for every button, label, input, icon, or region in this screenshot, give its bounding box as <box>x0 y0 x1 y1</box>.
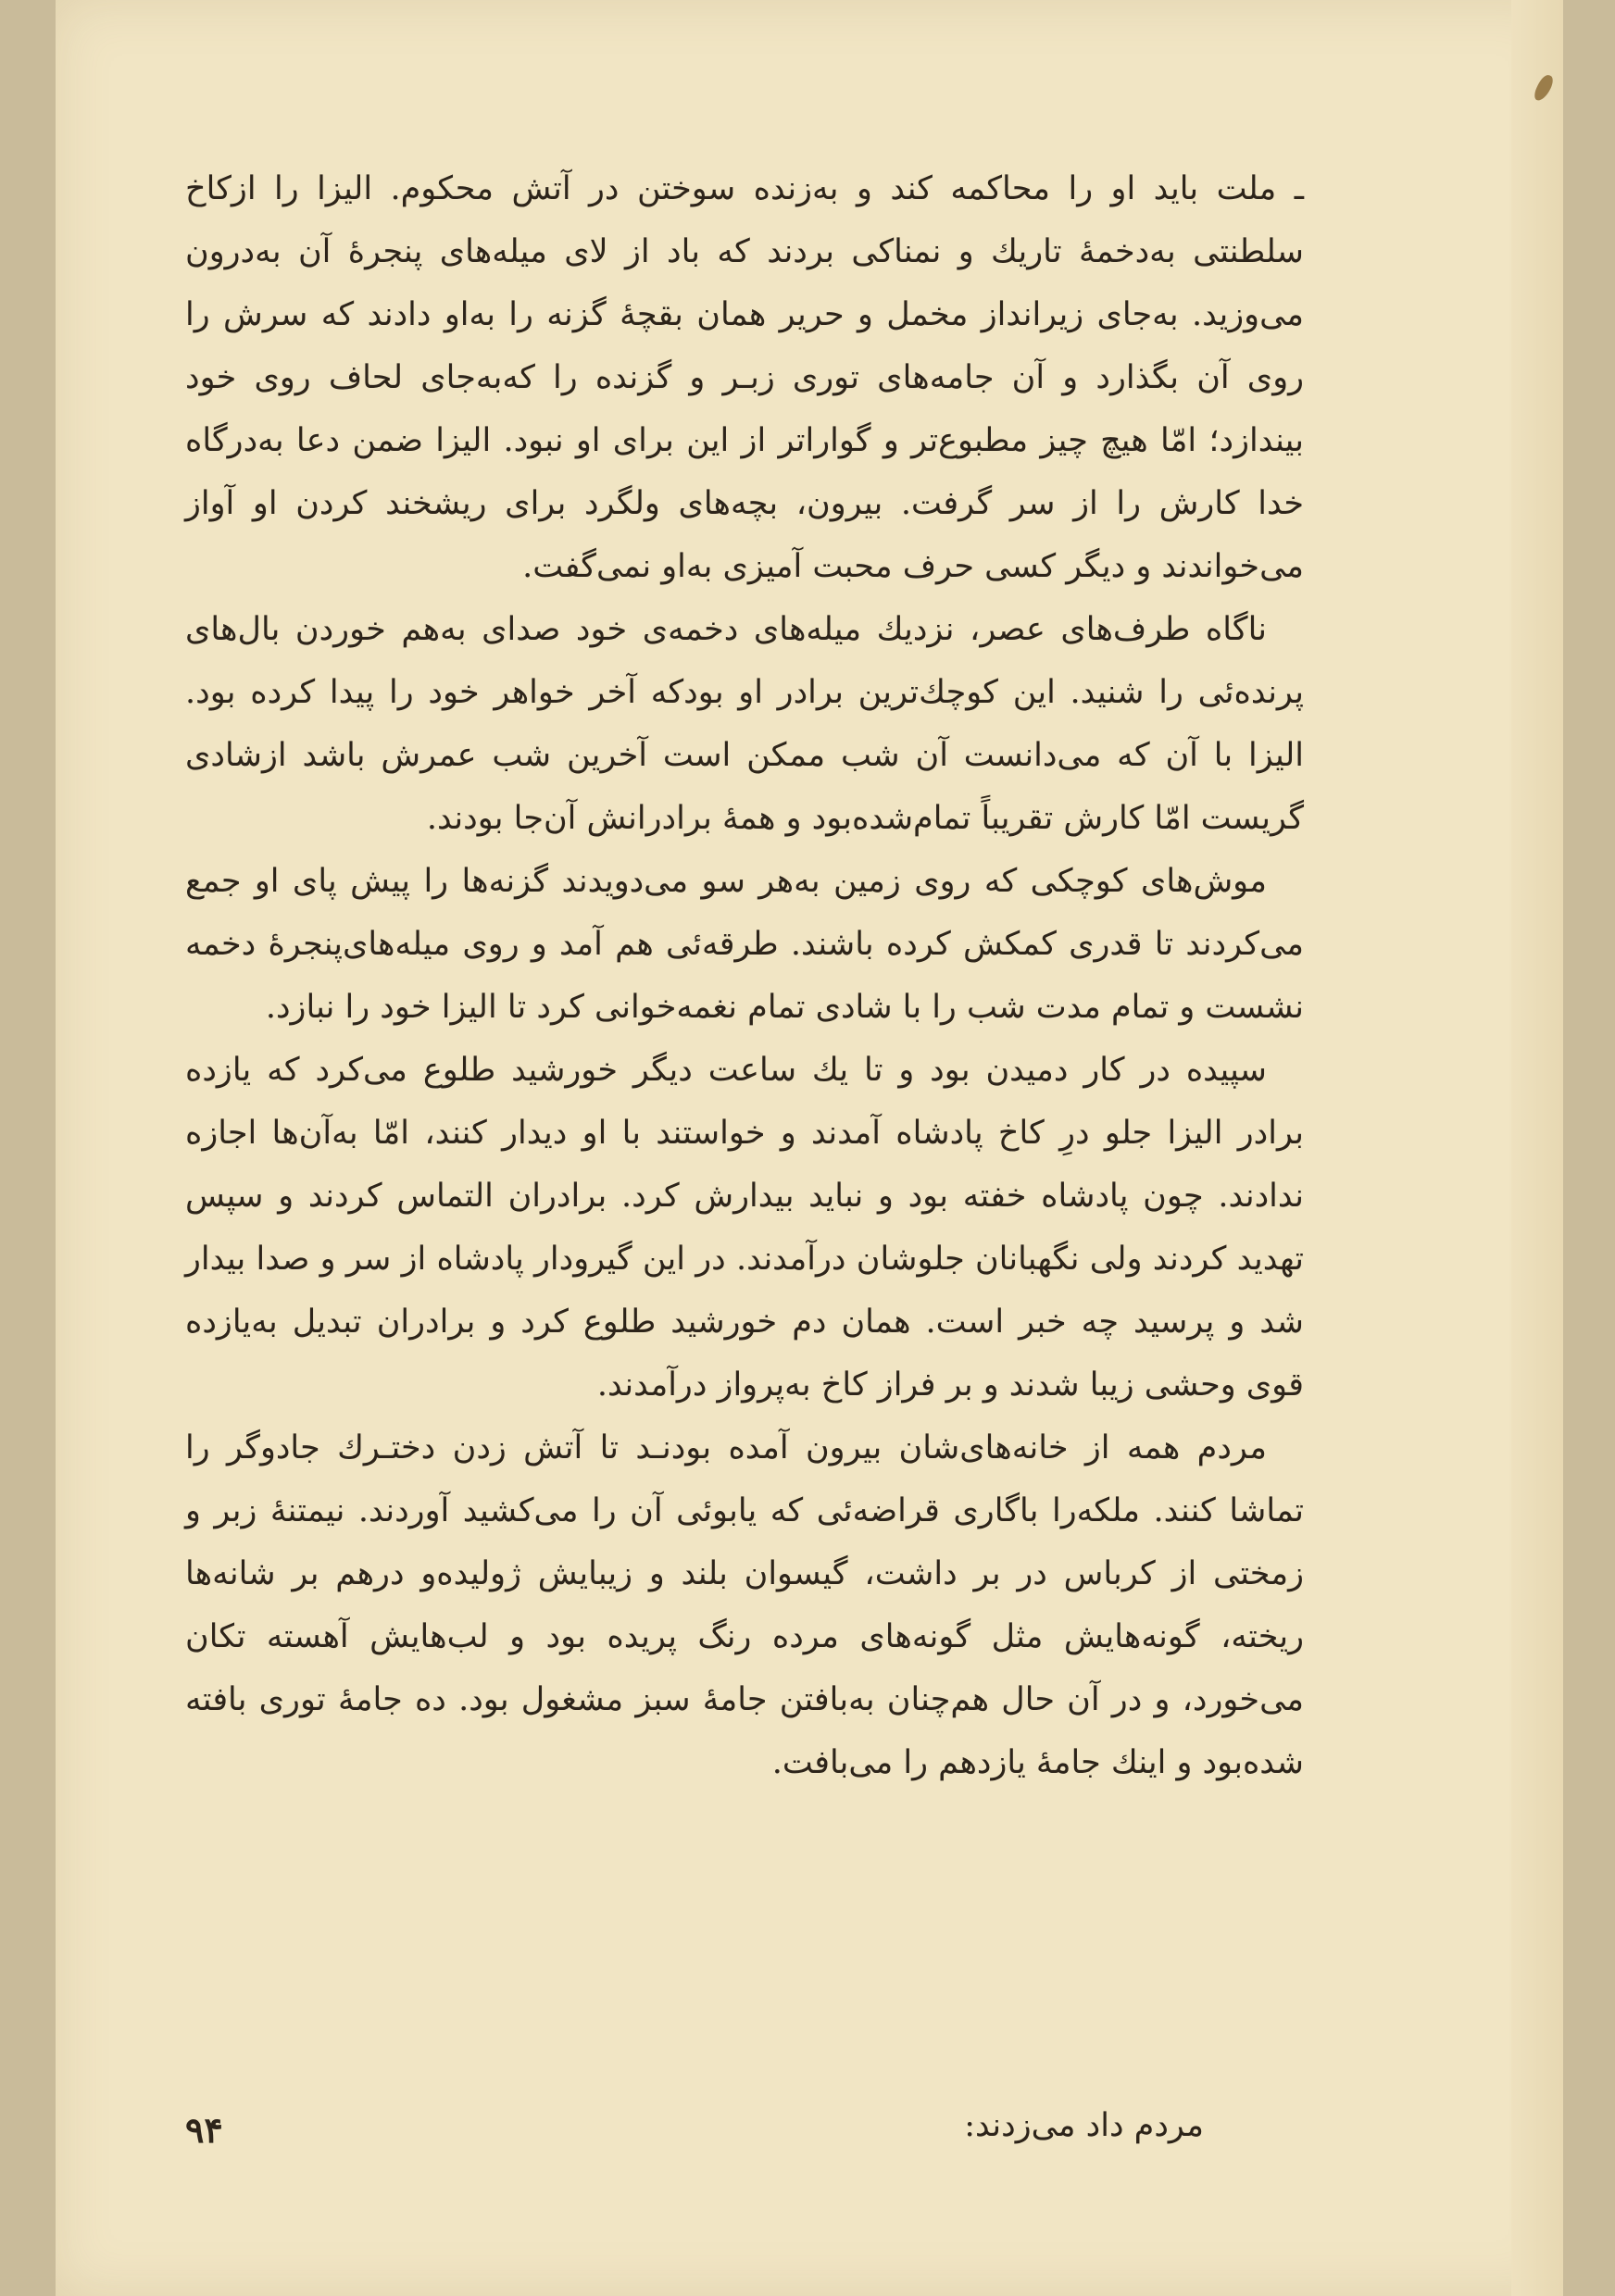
page-edge <box>1511 0 1563 2296</box>
closing-line: مردم داد می‌زدند: <box>964 2107 1204 2144</box>
paragraph-2: ناگاه طرف‌های عصر، نزدیك میله‌های دخمه‌ی خود صدای به‌هم خوردن بال‌های پرنده‌ئی را شنید. این کوچك‌ترین برادر او بودکه آخر خواهر خود را پیدا کرده بود. الیزا با آن که می‌دانست آن شب ممکن است آخرین شب عمرش باشد ازشادی گریست امّا کارش تقریباً تمام‌شده‌بود و همهٔ برادرانش آن‌جا بودند. <box>185 611 1304 837</box>
paragraph-5: مردم همه از خانه‌های‌شان بیرون آمده بودنـد تا آتش زدن دختـرك جادوگر را تماشا کنند. ملکه‌را باگاری قراضه‌ئی که یابوئی آن را می‌کشید آوردند. نیمتنهٔ زبر و زمختی از کرباس در بر داشت، گیسوان بلند و زیبایش ژولیده‌و درهم بر شانه‌ها ریخته، گونه‌هایش مثل گونه‌های مرده رنگ پریده بود و لب‌هایش آهسته تکان می‌خورد، و در آن حال هم‌چنان به‌بافتن جامهٔ سبز مشغول بود. ده جامهٔ توری بافته شده‌بود و اینك جامهٔ یازدهم را می‌بافت. <box>185 1429 1304 1781</box>
paragraph-1: ـ ملت باید او را محاکمه کند و به‌زنده سوختن در آتش محکوم. الیزا را ازکاخ سلطنتی به‌دخمهٔ تاریك و نمناکی بردند که باد از لای میله‌های پنجرهٔ آن به‌درون می‌وزید. به‌جای زیرانداز مخمل و حریر همان بقچهٔ گزنه را به‌او دادند که سرش را روی آن بگذارد و آن جامه‌های توری زبـر و گزنده را که‌به‌جای لحاف روی خود بیندازد؛ امّا هیچ چیز مطبوع‌تر و گواراتر از این برای او نبود. الیزا ضمن دعا به‌درگاه خدا کارش را از سر گرفت. بیرون، بچه‌های ولگرد برای ریشخند کردن او آواز می‌خواندند و دیگر کسی حرف محبت آمیزی به‌او نمی‌گفت. <box>185 170 1304 585</box>
paragraph-4: سپیده در کار دمیدن بود و تا یك ساعت دیگر خورشید طلوع می‌کرد که یازده برادر الیزا جلو درِ کاخ پادشاه آمدند و خواستند با او دیدار کنند، امّا به‌آن‌ها اجازه ندادند. چون پادشاه خفته بود و نباید بیدارش کرد. برادران التماس کردند و سپس تهدید کردند ولی نگهبانان جلوشان درآمدند. در این گیرودار پادشاه از سر و صدا بیدار شد و پرسید چه خبر است. همان دم خورشید طلوع کرد و برادران تبدیل به‌یازده قوی وحشی زیبا شدند و بر فراز کاخ به‌پرواز درآمدند. <box>185 1052 1304 1404</box>
page-number: ۹۴ <box>185 2109 223 2151</box>
paragraph-3: موش‌های کوچکی که روی زمین به‌هر سو می‌دویدند گزنه‌ها را پیش پای او جمع می‌کردند تا قدری کمکش کرده باشند. طرقه‌ئی هم آمد و روی میله‌های‌پنجرهٔ دخمه نشست و تمام مدت شب را با شادی تمام نغمه‌خوانی کرد تا الیزا خود را نبازد. <box>185 863 1304 1026</box>
body-text <box>185 157 1304 1794</box>
